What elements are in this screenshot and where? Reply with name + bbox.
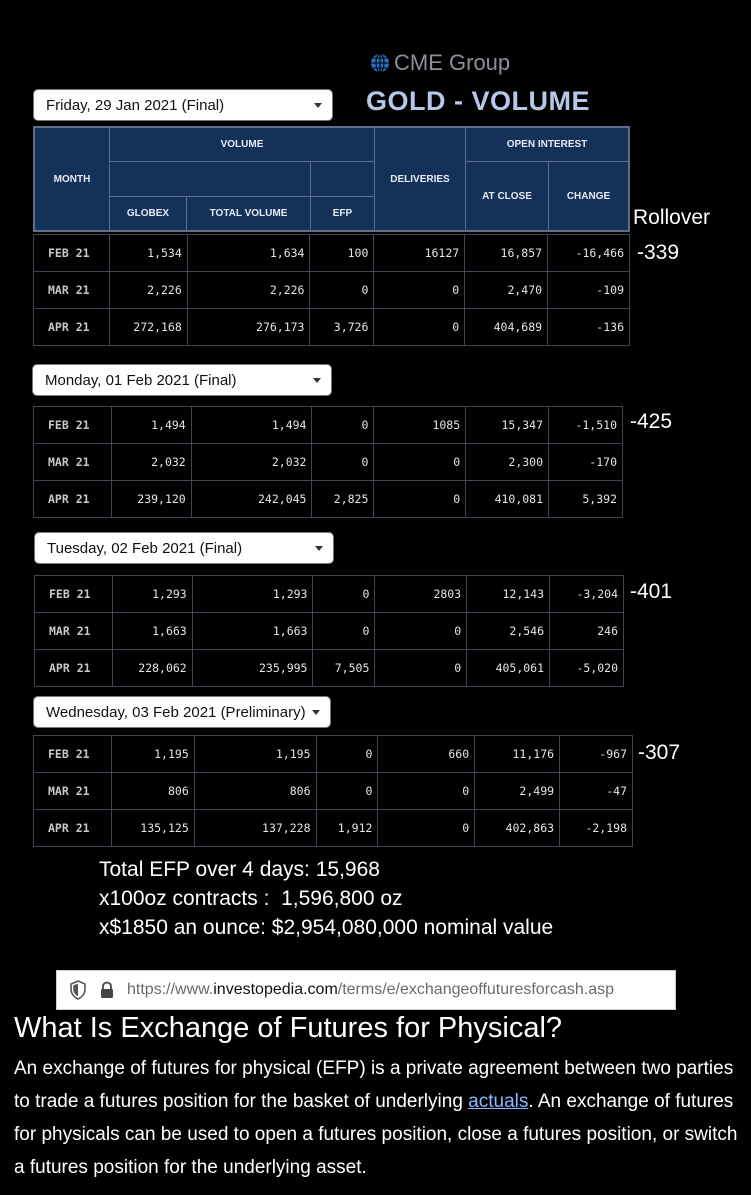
header-efp: EFP — [310, 196, 375, 231]
chevron-down-icon — [312, 710, 320, 715]
table-header — [33, 126, 630, 232]
deliveries-cell: 2803 — [375, 576, 467, 613]
date-select-2[interactable] — [32, 364, 332, 396]
deliveries-cell: 0 — [374, 309, 465, 346]
efp-cell: 0 — [313, 576, 375, 613]
at-close-cell: 16,857 — [465, 235, 548, 272]
total-volume-cell: 235,995 — [192, 650, 313, 687]
at-close-cell: 2,499 — [475, 773, 560, 810]
url-path: /terms/e/exchangeoffuturesforcash.asp — [337, 981, 615, 998]
date-select-label: Friday, 29 Jan 2021 (Final) — [46, 96, 225, 114]
change-cell: -967 — [560, 736, 633, 773]
at-close-cell: 2,470 — [465, 272, 548, 309]
page-title: GOLD - VOLUME — [366, 86, 590, 116]
header-volume-blank-1 — [109, 161, 311, 197]
date-select-label: Wednesday, 03 Feb 2021 (Preliminary) — [46, 703, 306, 721]
change-cell: -3,204 — [550, 576, 624, 613]
globex-cell: 2,226 — [109, 272, 187, 309]
rollover-value-2: -425 — [630, 410, 673, 433]
total-volume-cell: 276,173 — [187, 309, 310, 346]
change-cell: -170 — [549, 444, 623, 481]
total-volume-cell: 2,226 — [187, 272, 310, 309]
volume-table-3 — [34, 575, 624, 687]
change-cell: 246 — [550, 613, 624, 650]
efp-cell: 7,505 — [313, 650, 375, 687]
date-select-label: Monday, 01 Feb 2021 (Final) — [45, 371, 237, 389]
total-volume-cell: 806 — [194, 773, 316, 810]
nominal-value-line: x$1850 an ounce: $2,954,080,000 nominal value — [99, 916, 554, 939]
volume-table-2 — [33, 406, 623, 518]
month-cell: APR 21 — [34, 810, 112, 847]
url-text — [127, 981, 614, 999]
change-cell: -16,466 — [548, 235, 630, 272]
efp-cell: 3,726 — [310, 309, 374, 346]
at-close-cell: 402,863 — [475, 810, 560, 847]
total-volume-cell: 242,045 — [191, 481, 312, 518]
month-cell: APR 21 — [34, 481, 112, 518]
globex-cell: 1,195 — [111, 736, 194, 773]
month-cell: APR 21 — [35, 650, 113, 687]
total-volume-cell: 137,228 — [194, 810, 316, 847]
chevron-down-icon — [313, 378, 321, 383]
globex-cell: 1,663 — [112, 613, 192, 650]
globex-cell: 228,062 — [112, 650, 192, 687]
rollover-value-1: -339 — [637, 241, 680, 264]
deliveries-cell: 0 — [378, 773, 475, 810]
volume-table-1 — [33, 234, 630, 346]
rollover-label: Rollover — [633, 206, 711, 229]
table-row — [34, 272, 630, 309]
efp-cell: 100 — [310, 235, 374, 272]
at-close-cell: 15,347 — [466, 407, 549, 444]
shield-icon — [69, 980, 87, 1000]
date-select-3[interactable] — [34, 532, 334, 564]
month-cell: MAR 21 — [34, 272, 110, 309]
deliveries-cell: 0 — [374, 481, 466, 518]
efp-cell: 0 — [316, 773, 378, 810]
efp-cell: 0 — [312, 444, 374, 481]
deliveries-cell: 0 — [375, 650, 467, 687]
date-select-4[interactable] — [33, 696, 331, 728]
change-cell: 5,392 — [549, 481, 623, 518]
at-close-cell: 12,143 — [467, 576, 550, 613]
total-volume-cell: 1,494 — [191, 407, 312, 444]
actuals-link[interactable]: actuals — [468, 1091, 529, 1112]
header-total-volume: TOTAL VOLUME — [186, 196, 311, 231]
article-paragraph — [14, 1052, 744, 1184]
deliveries-cell: 660 — [378, 736, 475, 773]
table-row — [34, 481, 623, 518]
cme-group-logo — [370, 50, 510, 76]
url-domain: investopedia.com — [213, 981, 338, 998]
at-close-cell: 2,546 — [467, 613, 550, 650]
url-prefix: https://www. — [127, 981, 214, 998]
at-close-cell: 2,300 — [466, 444, 549, 481]
total-volume-cell: 1,663 — [192, 613, 313, 650]
globex-cell: 272,168 — [109, 309, 187, 346]
article-heading: What Is Exchange of Futures for Physical? — [14, 1012, 563, 1044]
month-cell: FEB 21 — [34, 736, 112, 773]
total-volume-cell: 1,293 — [192, 576, 313, 613]
month-cell: FEB 21 — [34, 407, 112, 444]
address-bar[interactable] — [56, 970, 676, 1010]
globex-cell: 239,120 — [111, 481, 191, 518]
at-close-cell: 410,081 — [466, 481, 549, 518]
globex-cell: 2,032 — [111, 444, 191, 481]
at-close-cell: 11,176 — [475, 736, 560, 773]
header-change: CHANGE — [548, 161, 629, 231]
deliveries-cell: 0 — [374, 272, 465, 309]
chevron-down-icon — [315, 546, 323, 551]
table-row — [34, 407, 623, 444]
table-row — [34, 810, 633, 847]
date-select-1[interactable] — [33, 89, 333, 121]
table-row — [34, 309, 630, 346]
efp-cell: 0 — [313, 613, 375, 650]
deliveries-cell: 0 — [378, 810, 475, 847]
header-month: MONTH — [34, 127, 110, 231]
at-close-cell: 404,689 — [465, 309, 548, 346]
table-row — [35, 613, 624, 650]
ounces-line: x100oz contracts : 1,596,800 oz — [99, 887, 403, 910]
globex-cell: 806 — [111, 773, 194, 810]
table-row — [34, 736, 633, 773]
lock-icon — [99, 981, 115, 999]
deliveries-cell: 0 — [375, 613, 467, 650]
change-cell: -109 — [548, 272, 630, 309]
table-row — [35, 650, 624, 687]
globex-cell: 1,293 — [112, 576, 192, 613]
efp-cell: 0 — [316, 736, 378, 773]
header-volume: VOLUME — [109, 127, 375, 162]
total-volume-cell: 1,195 — [194, 736, 316, 773]
efp-cell: 0 — [312, 407, 374, 444]
change-cell: -136 — [548, 309, 630, 346]
volume-table-4 — [33, 735, 633, 847]
header-volume-blank-2 — [310, 161, 375, 197]
date-select-label: Tuesday, 02 Feb 2021 (Final) — [47, 539, 243, 557]
globex-cell: 135,125 — [111, 810, 194, 847]
header-deliveries: DELIVERIES — [374, 127, 466, 231]
deliveries-cell: 0 — [374, 444, 466, 481]
article-text-1: An exchange of futures for physical (EFP) is a private agreement between two parties to trade a futures position for the basket of underlying — [14, 1058, 734, 1112]
efp-cell: 1,912 — [316, 810, 378, 847]
change-cell: -1,510 — [549, 407, 623, 444]
table-row — [34, 444, 623, 481]
table-row — [34, 773, 633, 810]
rollover-value-4: -307 — [638, 741, 681, 764]
header-at-close: AT CLOSE — [465, 161, 549, 231]
month-cell: APR 21 — [34, 309, 110, 346]
deliveries-cell: 16127 — [374, 235, 465, 272]
month-cell: MAR 21 — [35, 613, 113, 650]
header-globex: GLOBEX — [109, 196, 187, 231]
rollover-value-3: -401 — [630, 580, 673, 603]
change-cell: -5,020 — [550, 650, 624, 687]
total-volume-cell: 2,032 — [191, 444, 312, 481]
change-cell: -2,198 — [560, 810, 633, 847]
efp-cell: 2,825 — [312, 481, 374, 518]
table-row — [35, 576, 624, 613]
efp-cell: 0 — [310, 272, 374, 309]
table-row — [34, 235, 630, 272]
month-cell: FEB 21 — [35, 576, 113, 613]
globex-cell: 1,494 — [111, 407, 191, 444]
total-volume-cell: 1,634 — [187, 235, 310, 272]
change-cell: -47 — [560, 773, 633, 810]
logo-text: CME Group — [394, 50, 511, 75]
deliveries-cell: 1085 — [374, 407, 466, 444]
article-text-2: . An exchange of futures for physicals can be used to open a futures position, close a futures position, or switch a futures position for the underlying asset. — [14, 1091, 738, 1178]
globex-cell: 1,534 — [109, 235, 187, 272]
month-cell: MAR 21 — [34, 773, 112, 810]
month-cell: FEB 21 — [34, 235, 110, 272]
chevron-down-icon — [314, 103, 322, 108]
efp-summary — [99, 855, 553, 942]
efp-total-line: Total EFP over 4 days: 15,968 — [99, 858, 380, 881]
header-open-interest: OPEN INTEREST — [465, 127, 629, 162]
month-cell: MAR 21 — [34, 444, 112, 481]
at-close-cell: 405,061 — [467, 650, 550, 687]
globe-icon — [370, 53, 390, 73]
